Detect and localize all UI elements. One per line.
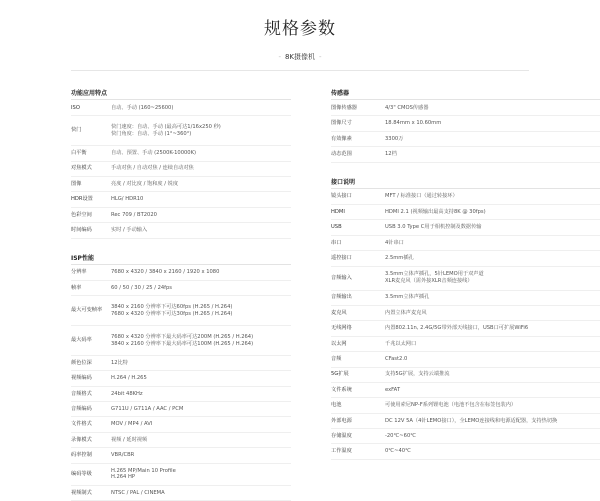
spec-value: 自动、手动 (160~25600) <box>111 104 174 111</box>
spec-row <box>331 132 600 147</box>
spec-value: H.264 / H.265 <box>111 375 147 382</box>
spec-key: 麦克风 <box>331 309 347 316</box>
spec-value: USB 3.0 Type C用于相机控制及数据传输 <box>385 224 482 231</box>
spec-key: 无线网络 <box>331 325 352 332</box>
section-title: ISP性能 <box>71 253 291 265</box>
spec-key: 码率控制 <box>71 452 92 459</box>
spec-key: 以太网 <box>331 340 347 347</box>
spec-value: 实时 / 手动输入 <box>111 227 148 234</box>
spec-value: 18.84mm x 10.60mm <box>385 120 442 127</box>
spec-row <box>331 337 600 352</box>
spec-row <box>331 368 600 383</box>
spec-value: G711U / G711A / AAC / PCM <box>111 405 184 412</box>
spec-row <box>331 147 600 162</box>
spec-row <box>71 296 291 326</box>
spec-key: 最大码率 <box>71 337 92 344</box>
spec-value: 60 / 50 / 30 / 25 / 24fps <box>111 284 173 291</box>
spec-row <box>331 291 600 306</box>
spec-row <box>331 236 600 251</box>
spec-value: 支持5G扩展，支持云端推流 <box>385 371 450 378</box>
spec-row <box>71 116 291 146</box>
spec-key: 色彩空间 <box>71 211 92 218</box>
spec-row <box>71 448 291 463</box>
spec-row <box>71 101 291 116</box>
tab-label: 8K摄像机 <box>284 53 316 61</box>
spec-key: 有效像素 <box>331 135 352 142</box>
spec-key: 音频输入 <box>331 274 352 281</box>
spec-value: 7680 x 4320 分辨率下最大码率可达200M (H.265 / H.264) 3840 x 2160 分辨率下最大码率可达100M (H.265 / H.264) <box>111 333 254 347</box>
spec-value: HLG/ HDR10 <box>111 196 144 203</box>
spec-row <box>331 267 600 291</box>
spec-row <box>71 177 291 192</box>
spec-row <box>331 190 600 205</box>
spec-key: 动态范围 <box>331 151 352 158</box>
spec-value: 24bit 48KHz <box>111 390 143 397</box>
spec-row <box>71 266 291 281</box>
spec-row <box>71 433 291 448</box>
spec-value: 3840 x 2160 分辨率下可达60fps (H.265 / H.264) 7680 x 4320 分辨率下可达30fps (H.265 / H.264) <box>111 304 233 317</box>
spec-key: 存储温度 <box>331 432 352 439</box>
spec-value: 2.5mm插孔 <box>385 255 414 262</box>
spec-value: Rec 709 / BT2020 <box>111 211 157 218</box>
spec-key: 图像尺寸 <box>331 120 352 127</box>
spec-value: 7680 x 4320 / 3840 x 2160 / 1920 x 1080 <box>111 269 220 276</box>
spec-key: 最大可变帧率 <box>71 307 103 314</box>
spec-key: 音频编码 <box>71 405 92 412</box>
spec-row <box>331 116 600 131</box>
spec-row <box>331 398 600 413</box>
spec-value: -20℃~60℃ <box>385 432 417 439</box>
spec-row <box>71 417 291 432</box>
spec-key: 白平衡 <box>71 150 87 157</box>
spec-value: 视频 / 延时视频 <box>111 436 148 443</box>
spec-value: 3.5mm立体声插孔 <box>385 294 430 301</box>
spec-key: 对焦模式 <box>71 165 92 172</box>
spec-value: NTSC / PAL / CINEMA <box>111 489 165 496</box>
left-spec-column <box>71 88 291 501</box>
spec-key: USB <box>331 224 342 231</box>
spec-key: 外部电源 <box>331 417 352 424</box>
spec-row <box>71 146 291 161</box>
spec-value: MFT / 标准接口（通过转接环） <box>385 193 458 200</box>
spec-key: 快门 <box>71 127 82 134</box>
right-dash: - <box>319 53 322 61</box>
spec-key: 遥控接口 <box>331 255 352 262</box>
spec-row <box>331 101 600 116</box>
spec-row <box>71 208 291 223</box>
section-spacer <box>71 239 291 253</box>
spec-key: 电池 <box>331 402 342 409</box>
spec-value: 4/3" CMOS传感器 <box>385 104 429 111</box>
spec-value: VBR/CBR <box>111 452 135 459</box>
spec-key: HDR设置 <box>71 196 93 203</box>
spec-row <box>71 281 291 296</box>
spec-key: 图像传感器 <box>331 104 357 111</box>
spec-value: 快门速度：自动、手动 (最高可达1/16x250 秒) 快门角度：自动、手动 (1°~360°) <box>111 124 221 137</box>
spec-value: 手动对焦 / 自动对焦 / 连续自动对焦 <box>111 165 194 172</box>
spec-row <box>71 387 291 402</box>
spec-key: 工作温度 <box>331 448 352 455</box>
spec-value: 3.5mm立体声插孔，5针LEMO用于双声道 XLR麦克风（需外接XLR音频连接线） <box>385 271 484 285</box>
spec-value: HDMI 2.1 (视频输出最高支持8K @ 30fps) <box>385 208 486 215</box>
spec-row <box>331 205 600 220</box>
spec-value: 亮度 / 对比度 / 饱和度 / 锐度 <box>111 180 179 187</box>
spec-value: 3300万 <box>385 135 404 142</box>
spec-row <box>331 251 600 266</box>
spec-key: 颜色位深 <box>71 359 92 366</box>
spec-value: 千兆以太网口 <box>385 340 417 347</box>
spec-key: HDMI <box>331 208 345 215</box>
section-title: 传感器 <box>331 88 600 100</box>
spec-row <box>71 326 291 356</box>
spec-row <box>331 321 600 336</box>
spec-key: 镜头接口 <box>331 193 352 200</box>
spec-key: 视频编码 <box>71 375 92 382</box>
spec-key: 5G扩展 <box>331 371 349 378</box>
spec-row <box>71 371 291 386</box>
spec-row <box>331 414 600 429</box>
spec-value: 内置802.11n, 2.4G/5G带外部天线接口，USB口可扩展WiFi6 <box>385 325 529 332</box>
spec-row <box>331 444 600 459</box>
spec-value: MOV / MP4 / AVI <box>111 421 153 428</box>
spec-value: 12比特 <box>111 359 128 366</box>
spec-row <box>71 223 291 238</box>
section-spacer <box>331 163 600 177</box>
section-title: 接口说明 <box>331 177 600 189</box>
left-dash: - <box>278 53 281 61</box>
spec-key: 编码等级 <box>71 470 92 477</box>
page-title: 规格参数 <box>264 19 336 39</box>
spec-value: CFast2.0 <box>385 356 408 362</box>
spec-value: H.265 MP/Main 10 Profile H.264 HP <box>111 467 176 481</box>
spec-value: exFAT <box>385 386 400 393</box>
spec-row <box>331 352 600 367</box>
spec-key: 音频输出 <box>331 294 352 301</box>
spec-key: 串口 <box>331 239 342 246</box>
spec-row <box>71 464 291 486</box>
spec-row <box>71 356 291 371</box>
spec-key: 图像 <box>71 180 82 187</box>
spec-value: 4针串口 <box>385 239 404 246</box>
spec-row <box>71 402 291 417</box>
spec-row <box>331 383 600 398</box>
spec-key: 分辨率 <box>71 269 87 276</box>
spec-row <box>71 192 291 207</box>
spec-key: 视频制式 <box>71 489 92 496</box>
section-title: 功能应用特点 <box>71 88 291 100</box>
spec-key: 帧率 <box>71 284 82 291</box>
right-spec-column <box>331 88 600 460</box>
spec-value: 内置立体声麦克风 <box>385 309 427 316</box>
spec-value: 可使用索尼NP-F系列锂电池（电池不包含在标签包装内） <box>385 402 517 409</box>
spec-row <box>71 162 291 177</box>
spec-value: 12档 <box>385 151 397 158</box>
spec-key: 音频 <box>331 356 342 362</box>
spec-key: 时间编码 <box>71 227 92 234</box>
spec-key: ISO <box>71 104 80 111</box>
spec-row <box>331 220 600 235</box>
spec-value: DC 12V 5A（4针LEMO接口），全LEMO连接线和电源适配器，支持热切换 <box>385 417 558 424</box>
spec-key: 音频格式 <box>71 390 92 397</box>
tab-divider <box>71 70 529 71</box>
spec-value: 自动、预置、手动 (2500K-10000K) <box>111 150 197 157</box>
spec-key: 录像模式 <box>71 436 92 443</box>
spec-row <box>331 429 600 444</box>
spec-row <box>331 306 600 321</box>
spec-value: 0℃~40℃ <box>385 448 411 455</box>
spec-key: 文件系统 <box>331 386 352 393</box>
spec-key: 文件格式 <box>71 421 92 428</box>
tab-8k-camera[interactable] <box>0 52 600 62</box>
